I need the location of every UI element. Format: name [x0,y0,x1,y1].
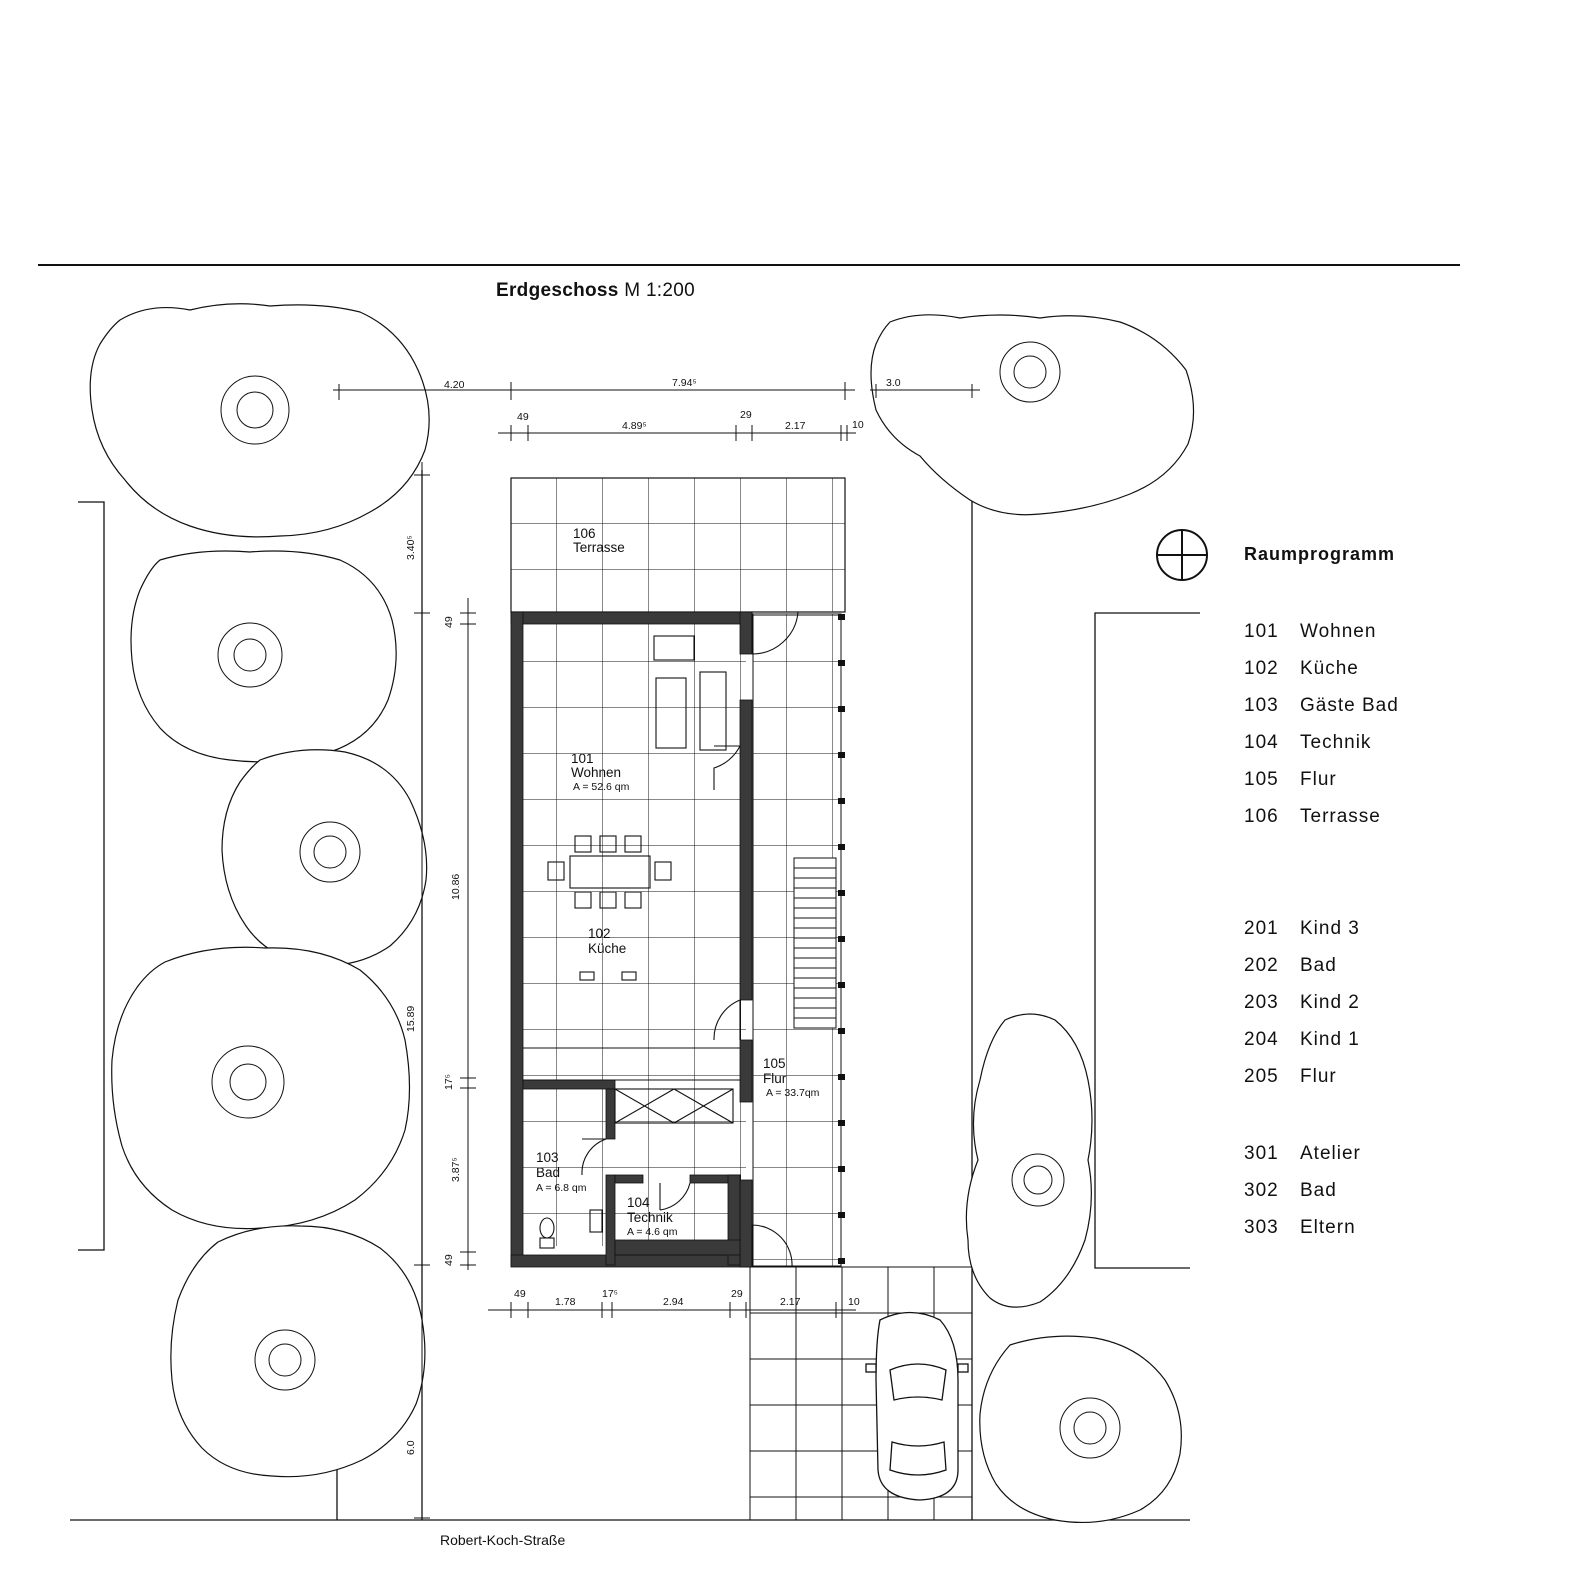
legend-item-number: 303 [1244,1217,1279,1238]
legend-item [1244,1143,1361,1165]
room-label-kueche-no: 102 [588,926,611,941]
legend-heading: Raumprogramm [1244,544,1396,564]
legend-item-number: 202 [1244,955,1279,976]
legend-item [1244,695,1399,717]
legend-item-number: 302 [1244,1180,1279,1201]
room-label-technik-area: A = 4.6 qm [627,1226,678,1238]
car [866,1313,968,1501]
room-label-kueche-name: Küche [588,941,627,956]
dim-bottom-2: 1.78 [555,1296,576,1308]
legend-item-name: Küche [1300,658,1359,679]
legend-item-name: Bad [1300,955,1337,976]
legend-item-name: Gäste Bad [1300,695,1399,716]
room-label-wohnen-no: 101 [571,751,594,766]
legend-item [1244,955,1337,977]
dim-bottom-6: 2.17 [780,1296,801,1308]
legend-item [1244,658,1359,680]
north-arrow-icon [1157,530,1207,580]
plan-title [496,280,695,302]
dim-left-inner-4: 3.87⁵ [450,1157,462,1182]
dim-left-outer-3: 6.0 [405,1440,417,1455]
legend-item-name: Kind 2 [1300,992,1360,1013]
room-program-legend [1244,544,1399,1238]
plan-title-scale: M 1:200 [624,280,695,301]
dim-bottom-4: 2.94 [663,1296,684,1308]
room-label-technik-name: Technik [627,1210,673,1225]
dim-top2-2: 4.89⁵ [622,420,647,432]
legend-item-number: 203 [1244,992,1279,1013]
room-label-wohnen-area: A = 52.6 qm [573,781,630,793]
room-label-bad-area: A = 6.8 qm [536,1182,587,1194]
legend-item-name: Kind 3 [1300,918,1360,939]
legend-item [1244,1066,1337,1088]
legend-item [1244,992,1360,1014]
legend-item-number: 105 [1244,769,1279,790]
legend-item-name: Wohnen [1300,621,1377,642]
legend-item [1244,1180,1337,1202]
room-label-terrasse-name: Terrasse [573,540,625,555]
room-label-bad-no: 103 [536,1150,559,1165]
legend-item-number: 204 [1244,1029,1279,1050]
legend-item [1244,1217,1356,1239]
legend-item-name: Flur [1300,1066,1337,1087]
dim-bottom-7: 10 [848,1296,860,1308]
room-label-flur-name: Flur [763,1071,787,1086]
dim-top-2: 7.94⁵ [672,377,697,389]
legend-item [1244,769,1337,791]
room-label-technik-no: 104 [627,1195,650,1210]
legend-item [1244,1029,1360,1051]
legend-item-number: 106 [1244,806,1279,827]
legend-item-name: Flur [1300,769,1337,790]
legend-item-number: 301 [1244,1143,1279,1164]
room-label-flur-area: A = 33.7qm [766,1087,820,1099]
legend-item [1244,806,1381,828]
legend-item-name: Atelier [1300,1143,1361,1164]
dim-bottom-5: 29 [731,1288,743,1300]
dim-bottom-1: 49 [514,1288,526,1300]
dim-left-inner-1: 49 [443,616,455,628]
room-label-bad-name: Bad [536,1165,561,1180]
legend-item-name: Kind 1 [1300,1029,1360,1050]
legend-item [1244,732,1371,754]
staircase [794,858,836,1028]
legend-item-number: 102 [1244,658,1279,679]
terrace-tiles [511,478,845,612]
dim-top2-5: 10 [852,419,864,431]
legend-item-number: 201 [1244,918,1279,939]
dim-left-outer-2: 15.89 [405,1005,417,1032]
legend-item-number: 103 [1244,695,1279,716]
legend-item-name: Bad [1300,1180,1337,1201]
room-label-wohnen-name: Wohnen [571,765,622,780]
dim-bottom-3: 17⁵ [602,1288,619,1300]
plan-title-bold: Erdgeschoss [496,280,619,301]
dim-left-outer-1: 3.40⁵ [405,535,417,560]
legend-item-name: Technik [1300,732,1372,753]
legend-item-number: 205 [1244,1066,1279,1087]
street-name: Robert-Koch-Straße [440,1532,566,1548]
dim-top-1: 4.20 [444,379,465,391]
dim-left-inner-5: 49 [443,1254,455,1266]
dim-top2-4: 2.17 [785,420,806,432]
legend-item-number: 104 [1244,732,1279,753]
legend-item-name: Terrasse [1300,806,1381,827]
dim-left-inner-3: 17⁵ [443,1073,455,1090]
dim-top2-3: 29 [740,409,752,421]
room-label-flur-no: 105 [763,1056,786,1071]
legend-item [1244,918,1360,940]
room-label-terrasse-no: 106 [573,526,596,541]
dim-top2-1: 49 [517,411,529,423]
dim-top-3: 3.0 [886,377,901,389]
dim-left-inner-2: 10.86 [450,873,462,900]
legend-item-number: 101 [1244,621,1279,642]
legend-item [1244,621,1376,643]
column-posts [838,614,845,1264]
legend-item-name: Eltern [1300,1217,1356,1238]
